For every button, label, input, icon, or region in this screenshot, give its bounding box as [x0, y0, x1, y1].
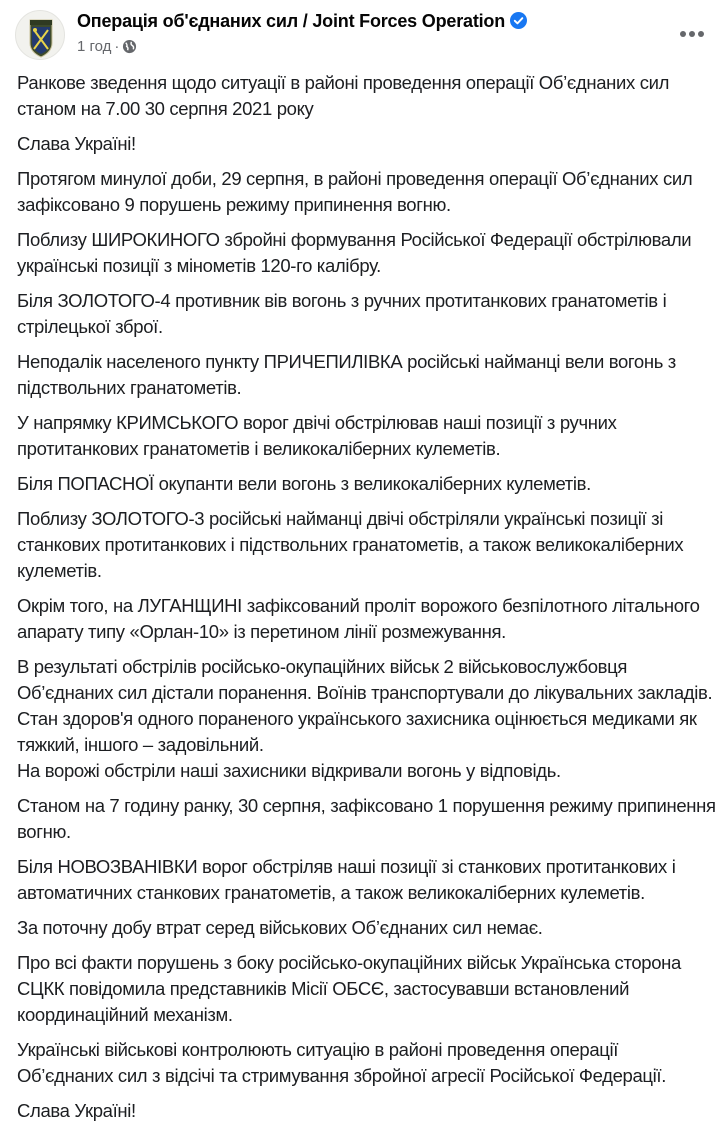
jfo-emblem-icon: [16, 11, 65, 60]
post-paragraph: На ворожі обстріли наші захисники відкривали вогонь у відповідь.: [17, 760, 561, 781]
post-paragraph: Біля ЗОЛОТОГО-4 противник вів вогонь з ручних протитанкових гранатометів і стрілецької зброї.: [17, 290, 667, 337]
post-paragraph: Слава Україні!: [17, 1100, 136, 1121]
meta-separator: ·: [114, 38, 120, 55]
post-body: [17, 70, 717, 1133]
post-meta: [77, 38, 137, 55]
post-header: [0, 0, 726, 64]
globe-icon[interactable]: [122, 39, 137, 54]
post-paragraph: У напрямку КРИМСЬКОГО ворог двічі обстрілював наші позиції з ручних протитанкових гранатометів і великокаліберних кулеметів.: [17, 412, 617, 459]
post-paragraph: За поточну добу втрат серед військових Об’єднаних сил немає.: [17, 917, 543, 938]
post-paragraph: Поблизу ШИРОКИНОГО збройні формування Російської Федерації обстрілювали українські позиції з мінометів 120-го калібру.: [17, 229, 692, 276]
post-paragraph: Окрім того, на ЛУГАНЩИНІ зафіксований проліт ворожого безпілотного літального апарату типу «Орлан-10» із перетином лінії розмежування.: [17, 595, 700, 642]
page-name-link[interactable]: [77, 11, 527, 32]
post-paragraph: Українські військові контролюють ситуацію в районі проведення операції Об’єднаних сил з відсічі та стримування збройної агресії Російської Федерації.: [17, 1039, 666, 1086]
post-paragraph: Біля ПОПАСНОЇ окупанти вели вогонь з великокаліберних кулеметів.: [17, 473, 591, 494]
post-paragraph: Поблизу ЗОЛОТОГО-3 російські найманці двічі обстріляли українські позиції зі станкових протитанкових і підствольних гранатометів, а також великокаліберних кулеметів.: [17, 508, 684, 581]
post-paragraph: Ранкове зведення щодо ситуації в районі проведення операції Об’єднаних сил станом на 7.00 30 серпня 2021 року: [17, 72, 670, 119]
page-avatar[interactable]: [15, 10, 65, 60]
page-name-text: Операція об'єднаних сил / Joint Forces Operation: [77, 11, 505, 31]
post-timestamp[interactable]: 1 год: [77, 38, 112, 55]
post-paragraph: Біля НОВОЗВАНІВКИ ворог обстріляв наші позиції зі станкових протитанкових і автоматичних станкових гранатометів, а також великокаліберних кулеметів.: [17, 856, 676, 903]
post-paragraph: Про всі факти порушень з боку російсько-окупаційних військ Українська сторона СЦКК повідомила представників Місії ОБСЄ, застосувавши встановлений координаційний механізм.: [17, 952, 681, 1025]
post-paragraph: Неподалік населеного пункту ПРИЧЕПИЛІВКА російські найманці вели вогонь з підствольних гранатометів.: [17, 351, 676, 398]
more-options-icon: [680, 31, 686, 37]
post-paragraph: Слава Україні!: [17, 133, 136, 154]
post-paragraph: В результаті обстрілів російсько-окупаційних військ 2 військовослужбовця Об’єднаних сил дістали поранення. Воїнів транспортували до лікувальних закладів. Стан здоров'я одного пораненого українського захисника оцінюється медиками як тяжкий, іншого – задовільний.: [17, 656, 713, 755]
more-dot: [689, 31, 695, 37]
more-dot: [698, 31, 704, 37]
post-paragraph: Протягом минулої доби, 29 серпня, в районі проведення операції Об’єднаних сил зафіксовано 9 порушень режиму припинення вогню.: [17, 168, 693, 215]
verified-badge-icon: [510, 12, 527, 29]
more-options-button[interactable]: [680, 24, 720, 44]
post-paragraph: Станом на 7 годину ранку, 30 серпня, зафіксовано 1 порушення режиму припинення вогню.: [17, 795, 716, 842]
